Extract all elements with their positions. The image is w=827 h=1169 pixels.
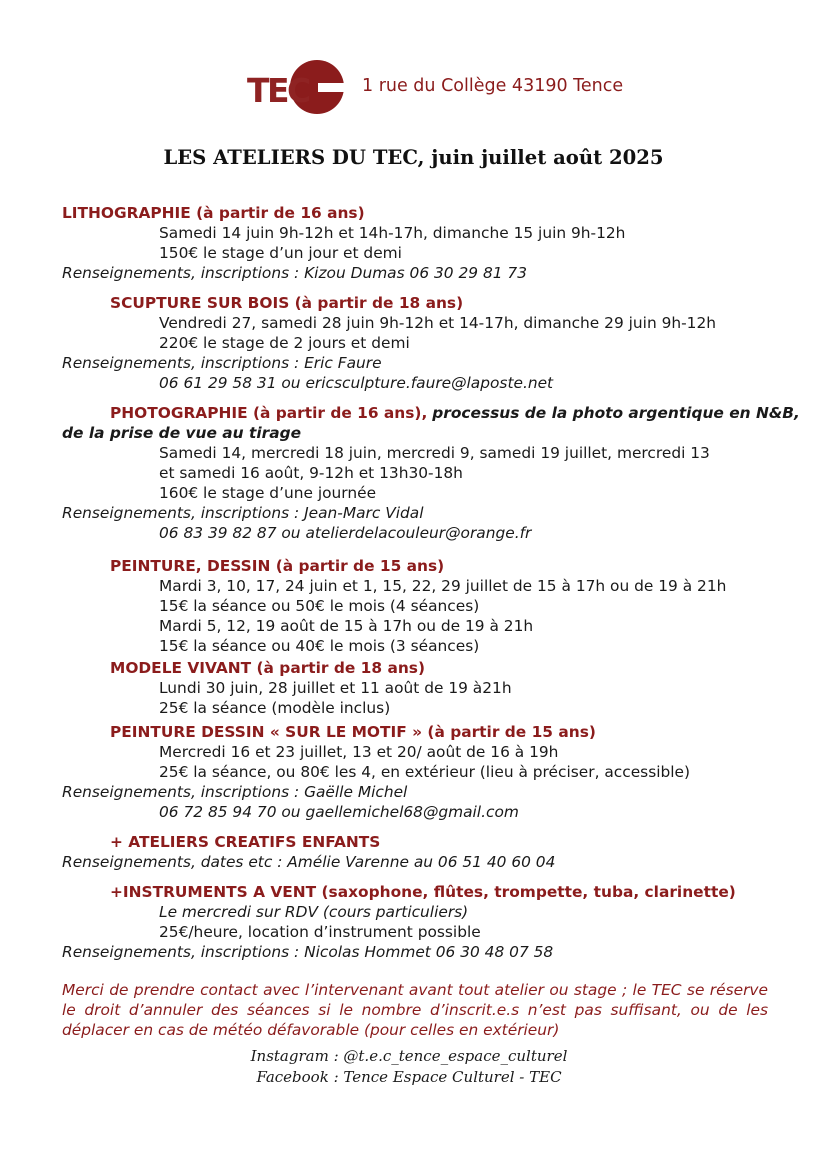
vent-heading: +INSTRUMENTS A VENT (saxophone, flûtes, trompette, tuba, clarinette) <box>110 883 736 901</box>
litho-line: Samedi 14 juin 9h-12h et 14h-17h, dimanche 15 juin 9h-12h <box>159 224 626 242</box>
peinture-line: 15€ la séance ou 50€ le mois (4 séances) <box>159 597 480 615</box>
photo-contact: Renseignements, inscriptions : Jean-Marc Vidal <box>62 504 424 522</box>
peinture-heading: PEINTURE, DESSIN (à partir de 15 ans) <box>110 557 445 575</box>
photo-subtitle: processus de la photo argentique en N&B, <box>432 404 800 422</box>
bois-contact-detail: 06 61 29 58 31 ou ericsculpture.faure@laposte.net <box>159 374 554 392</box>
litho-line: 150€ le stage d’un jour et demi <box>159 244 402 262</box>
litho-heading: LITHOGRAPHIE (à partir de 16 ans) <box>62 204 365 222</box>
photo-heading: PHOTOGRAPHIE (à partir de 16 ans), <box>110 404 428 422</box>
motif-line: Mercredi 16 et 23 juillet, 13 et 20/ août de 16 à 19h <box>159 743 559 761</box>
peinture-line: Mardi 3, 10, 17, 24 juin et 1, 15, 22, 29 juillet de 15 à 17h ou de 19 à 21h <box>159 577 727 595</box>
motif-contact-detail: 06 72 85 94 70 ou gaellemichel68@gmail.com <box>159 803 519 821</box>
motif-line: 25€ la séance, ou 80€ les 4, en extérieur (lieu à préciser, accessible) <box>159 763 691 781</box>
photo-line: et samedi 16 août, 9-12h et 13h30-18h <box>159 464 463 482</box>
peinture-line: Mardi 5, 12, 19 août de 15 à 17h ou de 19 à 21h <box>159 617 534 635</box>
photo-line: 160€ le stage d’une journée <box>159 484 377 502</box>
modele-line: Lundi 30 juin, 28 juillet et 11 août de 19 à21h <box>159 679 512 697</box>
bois-line: 220€ le stage de 2 jours et demi <box>159 334 410 352</box>
instagram: Instagram : @t.e.c_tence_espace_culturel <box>250 1047 568 1065</box>
facebook: Facebook : Tence Espace Culturel - TEC <box>256 1068 562 1086</box>
logo-notch <box>318 83 345 92</box>
vent-line: 25€/heure, location d’instrument possible <box>159 923 481 941</box>
motif-heading: PEINTURE DESSIN « SUR LE MOTIF » (à partir de 15 ans) <box>110 723 596 741</box>
photo-subtitle-cont: de la prise de vue au tirage <box>62 424 302 442</box>
modele-heading: MODELE VIVANT (à partir de 18 ans) <box>110 659 425 677</box>
photo-contact-detail: 06 83 39 82 87 ou atelierdelacouleur@orange.fr <box>159 524 532 542</box>
page-title: LES ATELIERS DU TEC, juin juillet août 2025 <box>163 146 664 169</box>
litho-contact: Renseignements, inscriptions : Kizou Dumas 06 30 29 81 73 <box>62 264 528 282</box>
vent-line-italic: Le mercredi sur RDV (cours particuliers) <box>159 903 469 921</box>
bois-line: Vendredi 27, samedi 28 juin 9h-12h et 14-17h, dimanche 29 juin 9h-12h <box>159 314 717 332</box>
footer-note: Merci de prendre contact avec l’intervenant avant tout atelier ou stage ; le TEC se réserve le droit d’annuler des séances si le nombre d’inscrit.e.s n’est pas suffisant, ou de les déplacer en cas de météo défavorable (pour celles en extérieur) <box>62 981 768 1039</box>
address: 1 rue du Collège 43190 Tence <box>362 76 624 96</box>
enfants-contact: Renseignements, dates etc : Amélie Varenne au 06 51 40 60 04 <box>62 853 556 871</box>
photo-heading-row <box>110 403 800 423</box>
bois-contact: Renseignements, inscriptions : Eric Faure <box>62 354 382 372</box>
modele-line: 25€ la séance (modèle inclus) <box>159 699 391 717</box>
photo-line: Samedi 14, mercredi 18 juin, mercredi 9, samedi 19 juillet, mercredi 13 <box>159 444 710 462</box>
vent-contact: Renseignements, inscriptions : Nicolas Hommet 06 30 48 07 58 <box>62 943 554 961</box>
tec-logo <box>246 60 342 116</box>
logo-text: TEC <box>247 71 309 110</box>
bois-heading: SCUPTURE SUR BOIS (à partir de 18 ans) <box>110 294 464 312</box>
enfants-heading: + ATELIERS CREATIFS ENFANTS <box>110 833 381 851</box>
motif-contact: Renseignements, inscriptions : Gaëlle Michel <box>62 783 408 801</box>
peinture-line: 15€ la séance ou 40€ le mois (3 séances) <box>159 637 480 655</box>
